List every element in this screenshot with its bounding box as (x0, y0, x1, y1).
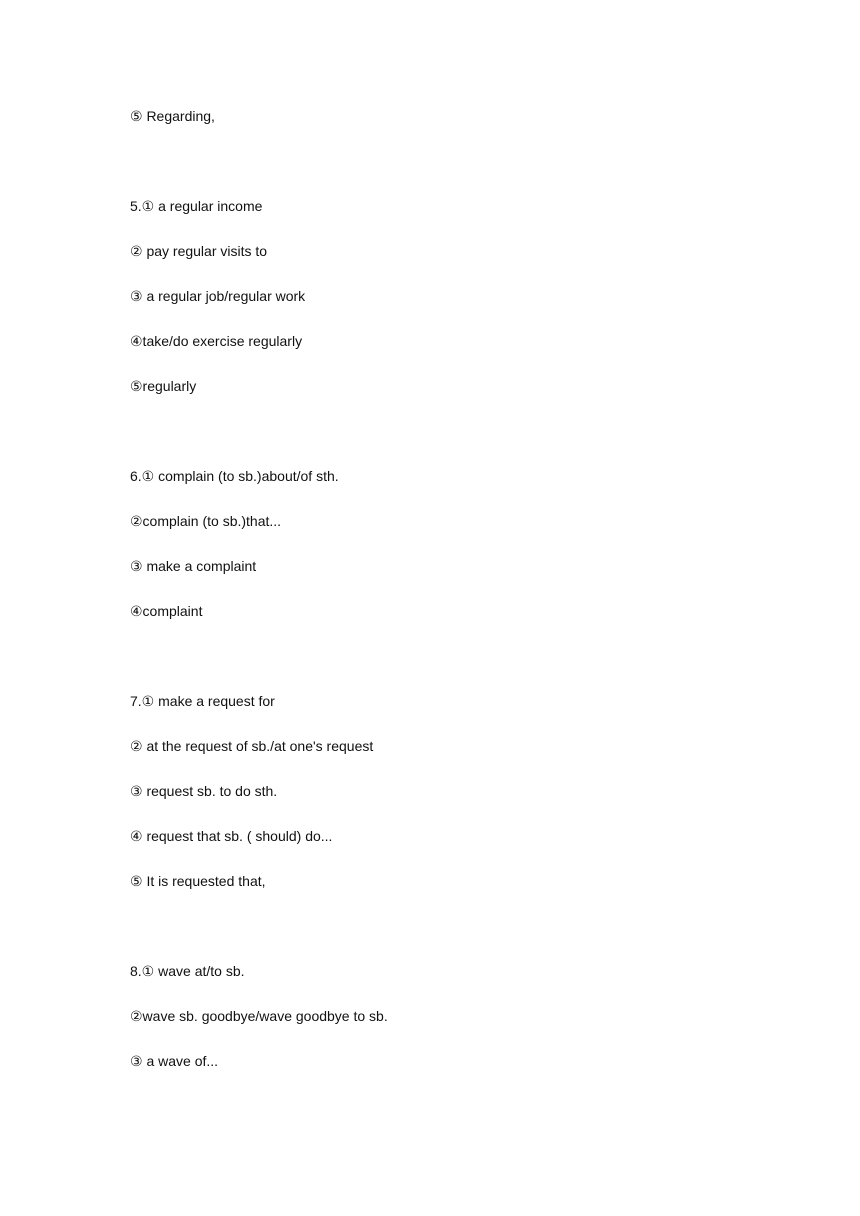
answer-line: ⑤ It is requested that, (130, 873, 266, 889)
answer-line: ②wave sb. goodbye/wave goodbye to sb. (130, 1008, 388, 1024)
answer-line: ④take/do exercise regularly (130, 333, 303, 349)
answer-line: ③ a regular job/regular work (130, 288, 306, 304)
answer-line: ⑤regularly (130, 378, 197, 394)
answer-line: ② at the request of sb./at one's request (130, 738, 374, 754)
answer-line: ④complaint (130, 603, 203, 619)
answer-line: ⑤ Regarding, (130, 108, 215, 124)
answer-line: ③ make a complaint (130, 558, 257, 574)
answer-line: 6.① complain (to sb.)about/of sth. (130, 468, 339, 484)
answer-line: ②complain (to sb.)that... (130, 513, 282, 529)
answer-line: ③ request sb. to do sth. (130, 783, 278, 799)
answer-line: ③ a wave of... (130, 1053, 219, 1069)
answer-line: 7.① make a request for (130, 693, 275, 709)
answer-line: 5.① a regular income (130, 198, 263, 214)
answer-line: ② pay regular visits to (130, 243, 268, 259)
answer-line: 8.① wave at/to sb. (130, 963, 245, 979)
answer-line: ④ request that sb. ( should) do... (130, 828, 333, 844)
